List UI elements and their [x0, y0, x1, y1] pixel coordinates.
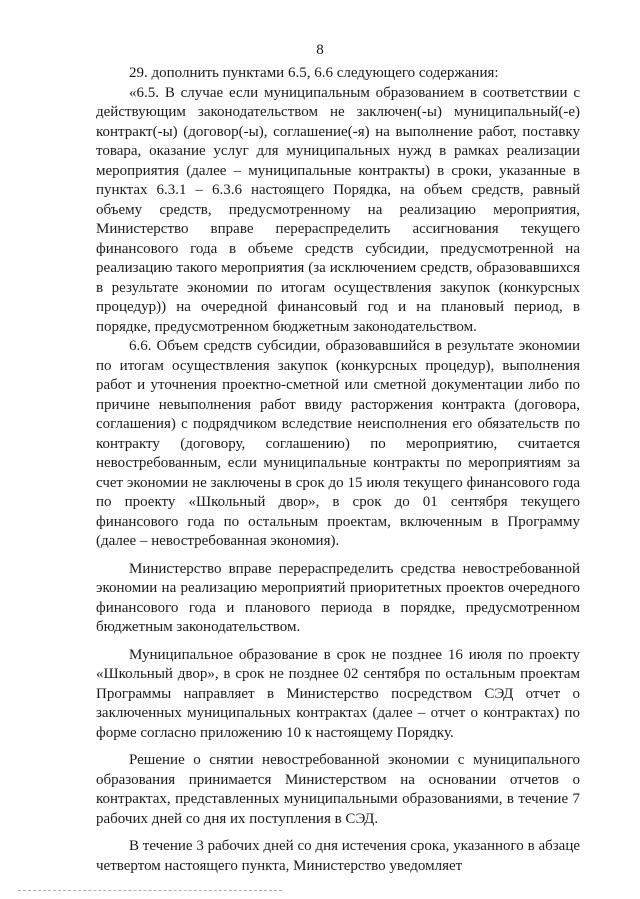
document-body — [96, 64, 580, 876]
paragraph-redistribution: Министерство вправе перераспределить средства невостребованной экономии на реализацию мероприятий приоритетных проектов очередного финансового года и планового периода в порядке, предусмотренном бюджетным законодательством. — [96, 560, 580, 635]
paragraph-notification: В течение 3 рабочих дней со дня истечения срока, указанного в абзаце четвертом настоящего пункта, Министерство уведомляет — [96, 838, 580, 874]
paragraph-contract-report: Муниципальное образование в срок не позднее 16 июля по проекту «Школьный двор», в срок не позднее 02 сентября по остальным проектам Программы направляет в Министерство посредством СЭД отчет о заключенных муниципальных контрактах (далее – отчет о контрактах) по форме согласно приложению 10 к настоящему Порядку. — [96, 646, 580, 741]
footer-divider — [18, 890, 282, 891]
paragraph-6-5: «6.5. В случае если муниципальным образованием в соответствии с действующим законодательством не заключен(-ы) муниципальный(-е) контракт(-ы) (договор(-ы), соглашение(-я) на выполнение работ, поставку товара, оказание услуг для муниципальных нужд в рамках реализации мероприятия (далее – муниципальные контракты) в сроки, указанные в пунктах 6.3.1 – 6.3.6 настоящего Порядка, на объем средств, равный объему средств, предусмотренному на реализацию мероприятия, Министерство вправе перераспределить ассигнования текущего финансового года в объеме средств субсидии, предусмотренной на реализацию такого мероприятия (за исключением средств, образовавшихся в результате экономии по итогам осуществления закупок (конкурсных процедур)) на очередной финансовый год и на плановый период, в порядке, предусмотренном бюджетным законодательством. — [96, 84, 580, 335]
paragraph-6-6: 6.6. Объем средств субсидии, образовавшийся в результате экономии по итогам осуществления закупок (конкурсных процедур), выполнения работ и уточнения проектно-сметной или сметной документации либо по причине невыполнения работ ввиду расторжения контракта (договора, соглашения) с подрядчиком вследствие неисполнения его обязательств по контракту (договору, соглашению) по мероприятию, считается невостребованным, если муниципальные контракты по мероприятиям за счет экономии не заключены в срок до 15 июля текущего финансового года по проекту «Школьный двор», в срок до 01 сентября текущего финансового года по остальным проектам, включенным в Программу (далее – невостребованная экономия). — [96, 338, 580, 549]
paragraph-decision: Решение о снятии невостребованной экономии с муниципального образования принимается Министерством на основании отчетов о контрактах, представленных муниципальными образованиями, в течение 7 рабочих дней со дня их поступления в СЭД. — [96, 752, 580, 827]
page-number: 8 — [316, 42, 324, 58]
paragraph-amendment-intro: 29. дополнить пунктами 6.5, 6.6 следующего содержания: — [129, 65, 499, 81]
